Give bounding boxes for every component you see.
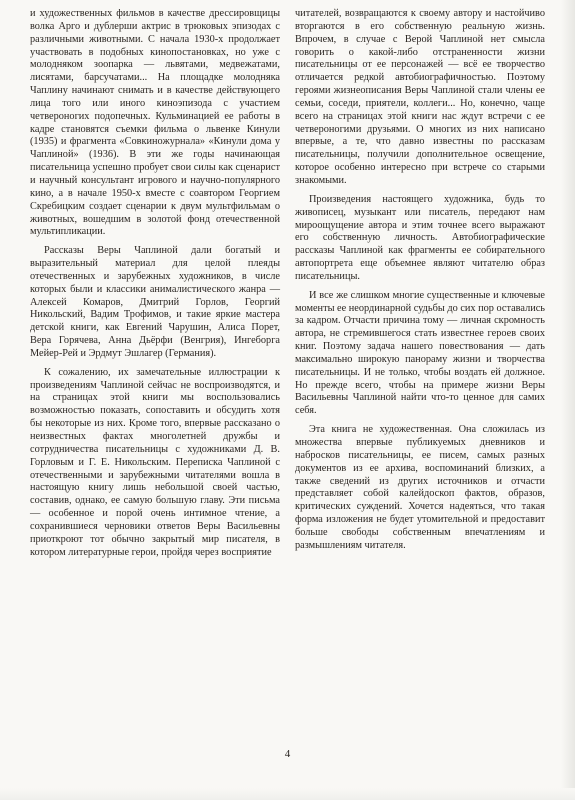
- left-text-column: [30, 8, 280, 559]
- paragraph: и художественных фильмов в качестве дрессировщицы волка Арго и дублерши актрис в трюковых эпизодах с различными животными. С начала 1930-х продолжает участвовать в подобных кинопостановках, но уже с молодняком зоопарка — львятами, медвежатами, лисятами, барсучатами... На площадке молодняка Чаплину начинают снимать и в качестве действующего лица того или иного киноэпизода с участием четвероногих подопечных. Кульминацией ее работы в кадре становятся съемки фильма о львенке Кинули (1935) и фрагмента «Совкинoжурнала» «Кинули дома у Чаплиной» (1936). В эти же годы начинающая писательница успешно пробует свои силы как сценарист и научный консультант игрового и научно-популярного кино, а в начале 1950-х вместе с соавтором Георгием Скребицким создает сценарии к двум мультфильмам о животных, вошедшим в золотой фонд отечественной мультипликации.: [30, 8, 280, 238]
- right-text-column: [295, 8, 545, 553]
- paragraph: Рассказы Веры Чаплиной дали богатый и выразительный материал для целой плеяды отечественных и зарубежных художников, в числе которых были и классики анималистического жанра — Алексей Комаров, Дмитрий Горлов, Георгий Никольский, Вадим Трофимов, и такие яркие мастера детской книги, как Евгений Чарушин, Алиса Порет, Вера Горячева, Анна Дьёрфи (Венгрия), Ингеборга Мейер-Рей и Эрдмут Эшлагер (Германия).: [30, 245, 280, 359]
- paragraph: К сожалению, их замечательные иллюстрации к произведениям Чаплиной сейчас не воспроизводятся, и на страницах этой книги мы воспользовались возможностью показать, сопоставить и обсудить хотя бы некоторые из них. Кроме того, впервые рассказано о неизвестных фактах многолетней дружбы и сотрудничества писательницы с художниками Д. В. Горловым и Г. Е. Никольским. Переписка Чаплиной с отечественными и зарубежными читателями вошла в настоящую книгу лишь небольшой своей частью, составив, однако, ее самую большую главу. Эти письма — особенное и порой очень интимное чтение, а сохранившиеся черновики ответов Веры Васильевны приоткроют тот обычно закрытый мир писателя, в котором литературные герои, пройдя через восприятие: [30, 366, 280, 558]
- page-number: 4: [284, 748, 291, 760]
- page-edge-shadow: [561, 0, 575, 800]
- paragraph: читателей, возвращаются к своему автору и настойчиво вторгаются в его собственную реальную жизнь. Впрочем, в случае с Верой Чаплиной нет смысла говорить о какой-либо отстраненности жизни писательницы от ее персонажей — всё ее творчество отличается редкой автобиографичностью. Поэтому героями жизнеописания Веры Чаплиной стали члены ее семьи, соседи, приятели, коллеги... Но, конечно, чаще всего на страницах этой книги нас ждут встречи с ее четвероногими друзьями. О многих из них написано впервые, а те, что давно известны по рассказам писательницы, получили дополнительное освещение, которое особенно интересно при встрече со старыми знакомыми.: [295, 8, 545, 186]
- paragraph: И все же слишком многие существенные и ключевые моменты ее неординарной судьбы до сих пор оставались за кадром. Отчасти причина тому — личная скромность автора, не стремившегося стать известнее героев своих книг. Поэтому задача нашего повествования — дать максимально широкую панораму жизни и творчества писательницы. И не только, чтобы воздать ей должное. Но прежде всего, чтобы на примере жизни Веры Васильевны Чаплиной найти что-то ценное для самих себя.: [295, 289, 545, 417]
- paragraph: Произведения настоящего художника, будь то живописец, музыкант или писатель, передают нам мироощущение автора и этим точнее всего выражают его собственную личность. Автобиографические рассказы Чаплиной как фрагменты ее собирательного автопортрета еще объемнее являют читателю образ писательницы.: [295, 193, 545, 282]
- page-bottom-edge: [0, 788, 575, 800]
- paragraph: Эта книга не художественная. Она сложилась из множества впервые публикуемых дневников и набросков писательницы, ее писем, самых разных документов из ее архива, воспоминаний близких, а также сведений из других источников и отчасти представляет собой калейдоскоп фактов, образов, критических суждений. Хочется надеяться, что такая форма изложения не будет утомительной и предоставит больше свободы собственным впечатлениям и размышлениям читателя.: [295, 424, 545, 551]
